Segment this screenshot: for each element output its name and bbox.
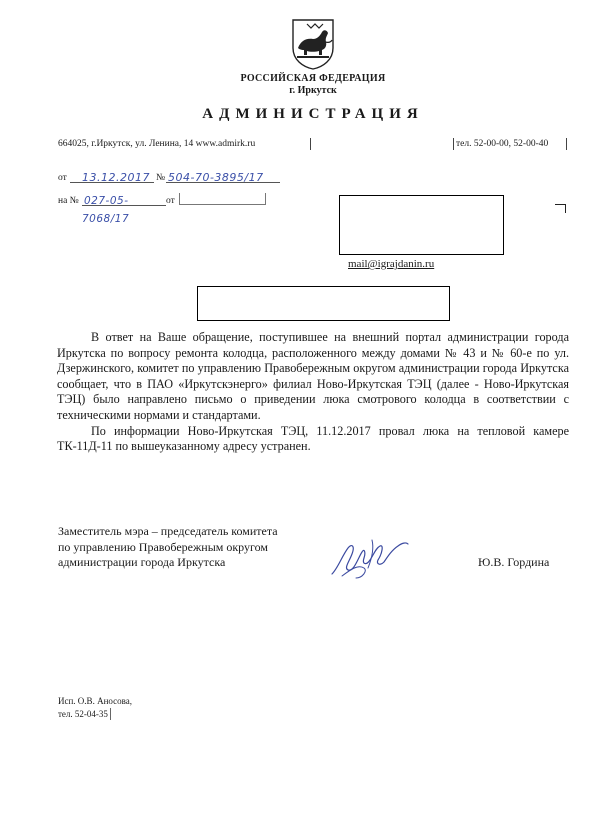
date-value: 13.12.2017 <box>82 171 150 184</box>
reply-date-field <box>179 193 266 205</box>
number-label: № <box>156 173 166 183</box>
organization-title: АДМИНИСТРАЦИЯ <box>202 106 424 122</box>
salutation-redacted-block <box>197 286 450 321</box>
organization-phone: тел. 52-00-00, 52-00-40 <box>456 139 549 149</box>
phone-divider-left <box>453 138 454 150</box>
date-field <box>70 168 154 183</box>
handwritten-signature <box>328 534 412 582</box>
signer-name: Ю.В. Гордина <box>478 555 550 569</box>
organization-address: 664025, г.Иркутск, ул. Ленина, 14 www.admirk.ru <box>58 139 256 149</box>
signer-title-line: Заместитель мэра – председатель комитета <box>58 524 278 538</box>
number-field <box>166 168 280 183</box>
reply-label: на № <box>58 196 79 206</box>
signer-title-line: администрации города Иркутска <box>58 555 226 569</box>
signer-title-line: по управлению Правобережным округом <box>58 539 269 554</box>
phone-divider-right <box>566 138 567 150</box>
country-title: РОССИЙСКАЯ ФЕДЕРАЦИЯ <box>240 73 386 84</box>
address-corner-mark <box>555 204 566 213</box>
recipient-redacted-block <box>339 195 504 255</box>
executor-name: Исп. О.В. Аносова, <box>58 696 132 706</box>
executor-phone: тел. 52-04-35 <box>58 708 111 721</box>
city-title: г. Иркутск <box>289 85 337 96</box>
body-paragraph: В ответ на Ваше обращение, поступившее на внешний портал администрации города Иркутска по вопросу ремонта колодца, расположенного между домами № 43 и № 60-е по ул. Дзержинского, комитет по управлению Правобережным округом администрации города Иркутска сообщает, что в ПАО «Иркутскэнерго» филиал Ново-Иркутская ТЭЦ (далее - Ново-Иркутская ТЭЦ) было направлено письмо о приведении люка смотрового колодца в соответствии с техническими нормами и стандартами. <box>57 330 569 422</box>
irkutsk-coat-of-arms-icon <box>289 18 337 70</box>
body-paragraph: По информации Ново-Иркутская ТЭЦ, 11.12.2017 провал люка на тепловой камере ТК-11Д-11 по вышеуказанному адресу устранен. <box>57 423 569 454</box>
letter-body <box>57 330 569 455</box>
executor-info <box>58 695 132 720</box>
reply-date-label: от <box>166 196 175 206</box>
number-value: 504-70-3895/17 <box>168 171 264 184</box>
address-divider <box>310 138 311 150</box>
signer-title <box>58 524 278 571</box>
reply-number-value: 027-05-7068/17 <box>82 195 130 225</box>
reply-number-field <box>82 191 166 225</box>
date-label: от <box>58 173 67 183</box>
recipient-email: mail@igrajdanin.ru <box>348 258 435 270</box>
